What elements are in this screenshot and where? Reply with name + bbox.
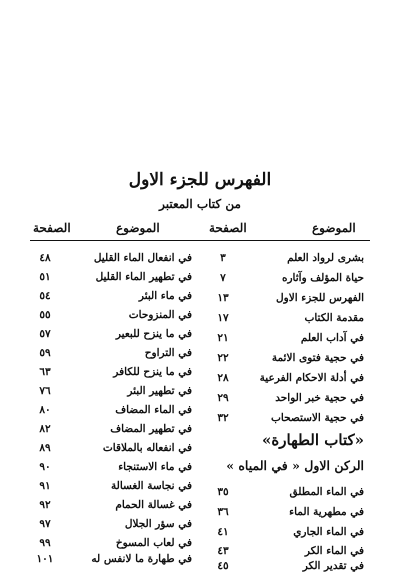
toc-entry[interactable] (212, 352, 364, 374)
entry-topic: في ماء الاستنجاء (118, 461, 192, 473)
entry-topic: في انفعاله بالملاقات (102, 442, 192, 454)
section-heading: الركن الاول « في المياه » (226, 458, 364, 473)
entry-topic: في الماء الجاري (293, 526, 364, 538)
entry-page: ٣٦ (217, 506, 229, 518)
entry-page: ٤٣ (217, 545, 229, 557)
entry-page: ٩١ (39, 480, 51, 492)
header-page-left: الصفحة (33, 221, 71, 235)
entry-page: ١٣ (217, 292, 229, 304)
entry-topic: في الماء الكر (304, 545, 364, 557)
entry-topic: الفهرس للجزء الاول (276, 292, 364, 304)
toc-entry[interactable] (212, 372, 364, 394)
entry-page: ٣٥ (217, 486, 229, 498)
header-topic-right: الموضوع (312, 221, 356, 235)
entry-topic: في انفعال الماء القليل (93, 252, 192, 264)
entry-page: ٥٥ (39, 309, 51, 321)
entry-page: ٧ (220, 272, 226, 284)
entry-page: ١٠١ (36, 553, 54, 565)
entry-topic: في حجية فتوى الائمة (271, 352, 364, 364)
toc-entry[interactable] (212, 486, 364, 508)
entry-page: ٧٦ (39, 385, 51, 397)
header-topic-left: الموضوع (116, 221, 160, 235)
entry-topic: في تقدير الكر (302, 560, 364, 572)
page-subtitle: من كتاب المعتبر (159, 197, 241, 211)
entry-page: ٢٩ (217, 392, 229, 404)
entry-topic: في غسالة الحمام (115, 499, 192, 511)
toc-entry[interactable] (212, 292, 364, 314)
toc-entry[interactable] (212, 392, 364, 414)
entry-topic: في تطهير البئر (127, 385, 192, 397)
entry-page: ٣٢ (217, 412, 229, 424)
entry-page: ٦٣ (39, 366, 51, 378)
entry-page: ٥١ (39, 271, 51, 283)
entry-topic: في مطهرية الماء (289, 506, 364, 518)
entry-topic: في ما ينزح للبعير (115, 328, 192, 340)
entry-topic: في أدلة الاحكام الفرعية (259, 372, 364, 384)
entry-page: ٣ (220, 252, 226, 264)
entry-topic: بشرى لرواد العلم (287, 252, 364, 264)
entry-topic: في ما ينزح للكافر (113, 366, 192, 378)
toc-entry[interactable] (212, 272, 364, 294)
toc-entry[interactable] (212, 560, 364, 582)
entry-page: ٢٢ (217, 352, 229, 364)
toc-entry[interactable] (212, 332, 364, 354)
toc-entry[interactable] (30, 553, 192, 575)
entry-page: ٢٨ (217, 372, 229, 384)
entry-topic: في تطهير الماء القليل (95, 271, 192, 283)
entry-topic: في تطهير المضاف (110, 423, 192, 435)
entry-topic: في ماء البئر (138, 290, 192, 302)
entry-page: ٤٥ (217, 560, 229, 572)
toc-entry[interactable] (212, 506, 364, 528)
entry-page: ٤٨ (39, 252, 51, 264)
entry-topic: في التراوح (144, 347, 192, 359)
book-heading: «كتاب الطهارة» (262, 431, 364, 449)
entry-topic: في الماء المضاف (115, 404, 192, 416)
entry-topic: في حجية خبر الواحد (275, 392, 364, 404)
header-divider (30, 240, 370, 241)
toc-entry[interactable] (212, 312, 364, 334)
entry-page: ٨٩ (39, 442, 51, 454)
page-title: الفهرس للجزء الاول (128, 170, 272, 190)
entry-page: ٢١ (217, 332, 229, 344)
entry-page: ١٧ (217, 312, 229, 324)
header-page-right: الصفحة (209, 221, 247, 235)
entry-page: ٤١ (217, 526, 229, 538)
entry-topic: في نجاسة الغسالة (111, 480, 192, 492)
entry-topic: في طهارة ما لانفس له (91, 553, 192, 565)
entry-page: ٨٠ (39, 404, 51, 416)
entry-topic: في آداب العلم (300, 332, 364, 344)
entry-page: ٩٢ (39, 499, 51, 511)
entry-page: ٥٩ (39, 347, 51, 359)
entry-page: ٩٩ (39, 537, 51, 549)
entry-page: ٩٧ (39, 518, 51, 530)
entry-topic: في حجية الاستصحاب (271, 412, 364, 424)
toc-entry[interactable] (212, 252, 364, 274)
entry-page: ٥٤ (39, 290, 51, 302)
entry-page: ٥٧ (39, 328, 51, 340)
entry-topic: حياة المؤلف وآثاره (281, 272, 364, 284)
entry-topic: مقدمة الكتاب (304, 312, 364, 324)
entry-page: ٩٠ (39, 461, 51, 473)
entry-topic: في الماء المطلق (289, 486, 364, 498)
entry-topic: في المنزوحات (128, 309, 192, 321)
entry-topic: في لعاب المسوخ (115, 537, 192, 549)
entry-page: ٨٢ (39, 423, 51, 435)
entry-topic: في سؤر الجلال (124, 518, 192, 530)
